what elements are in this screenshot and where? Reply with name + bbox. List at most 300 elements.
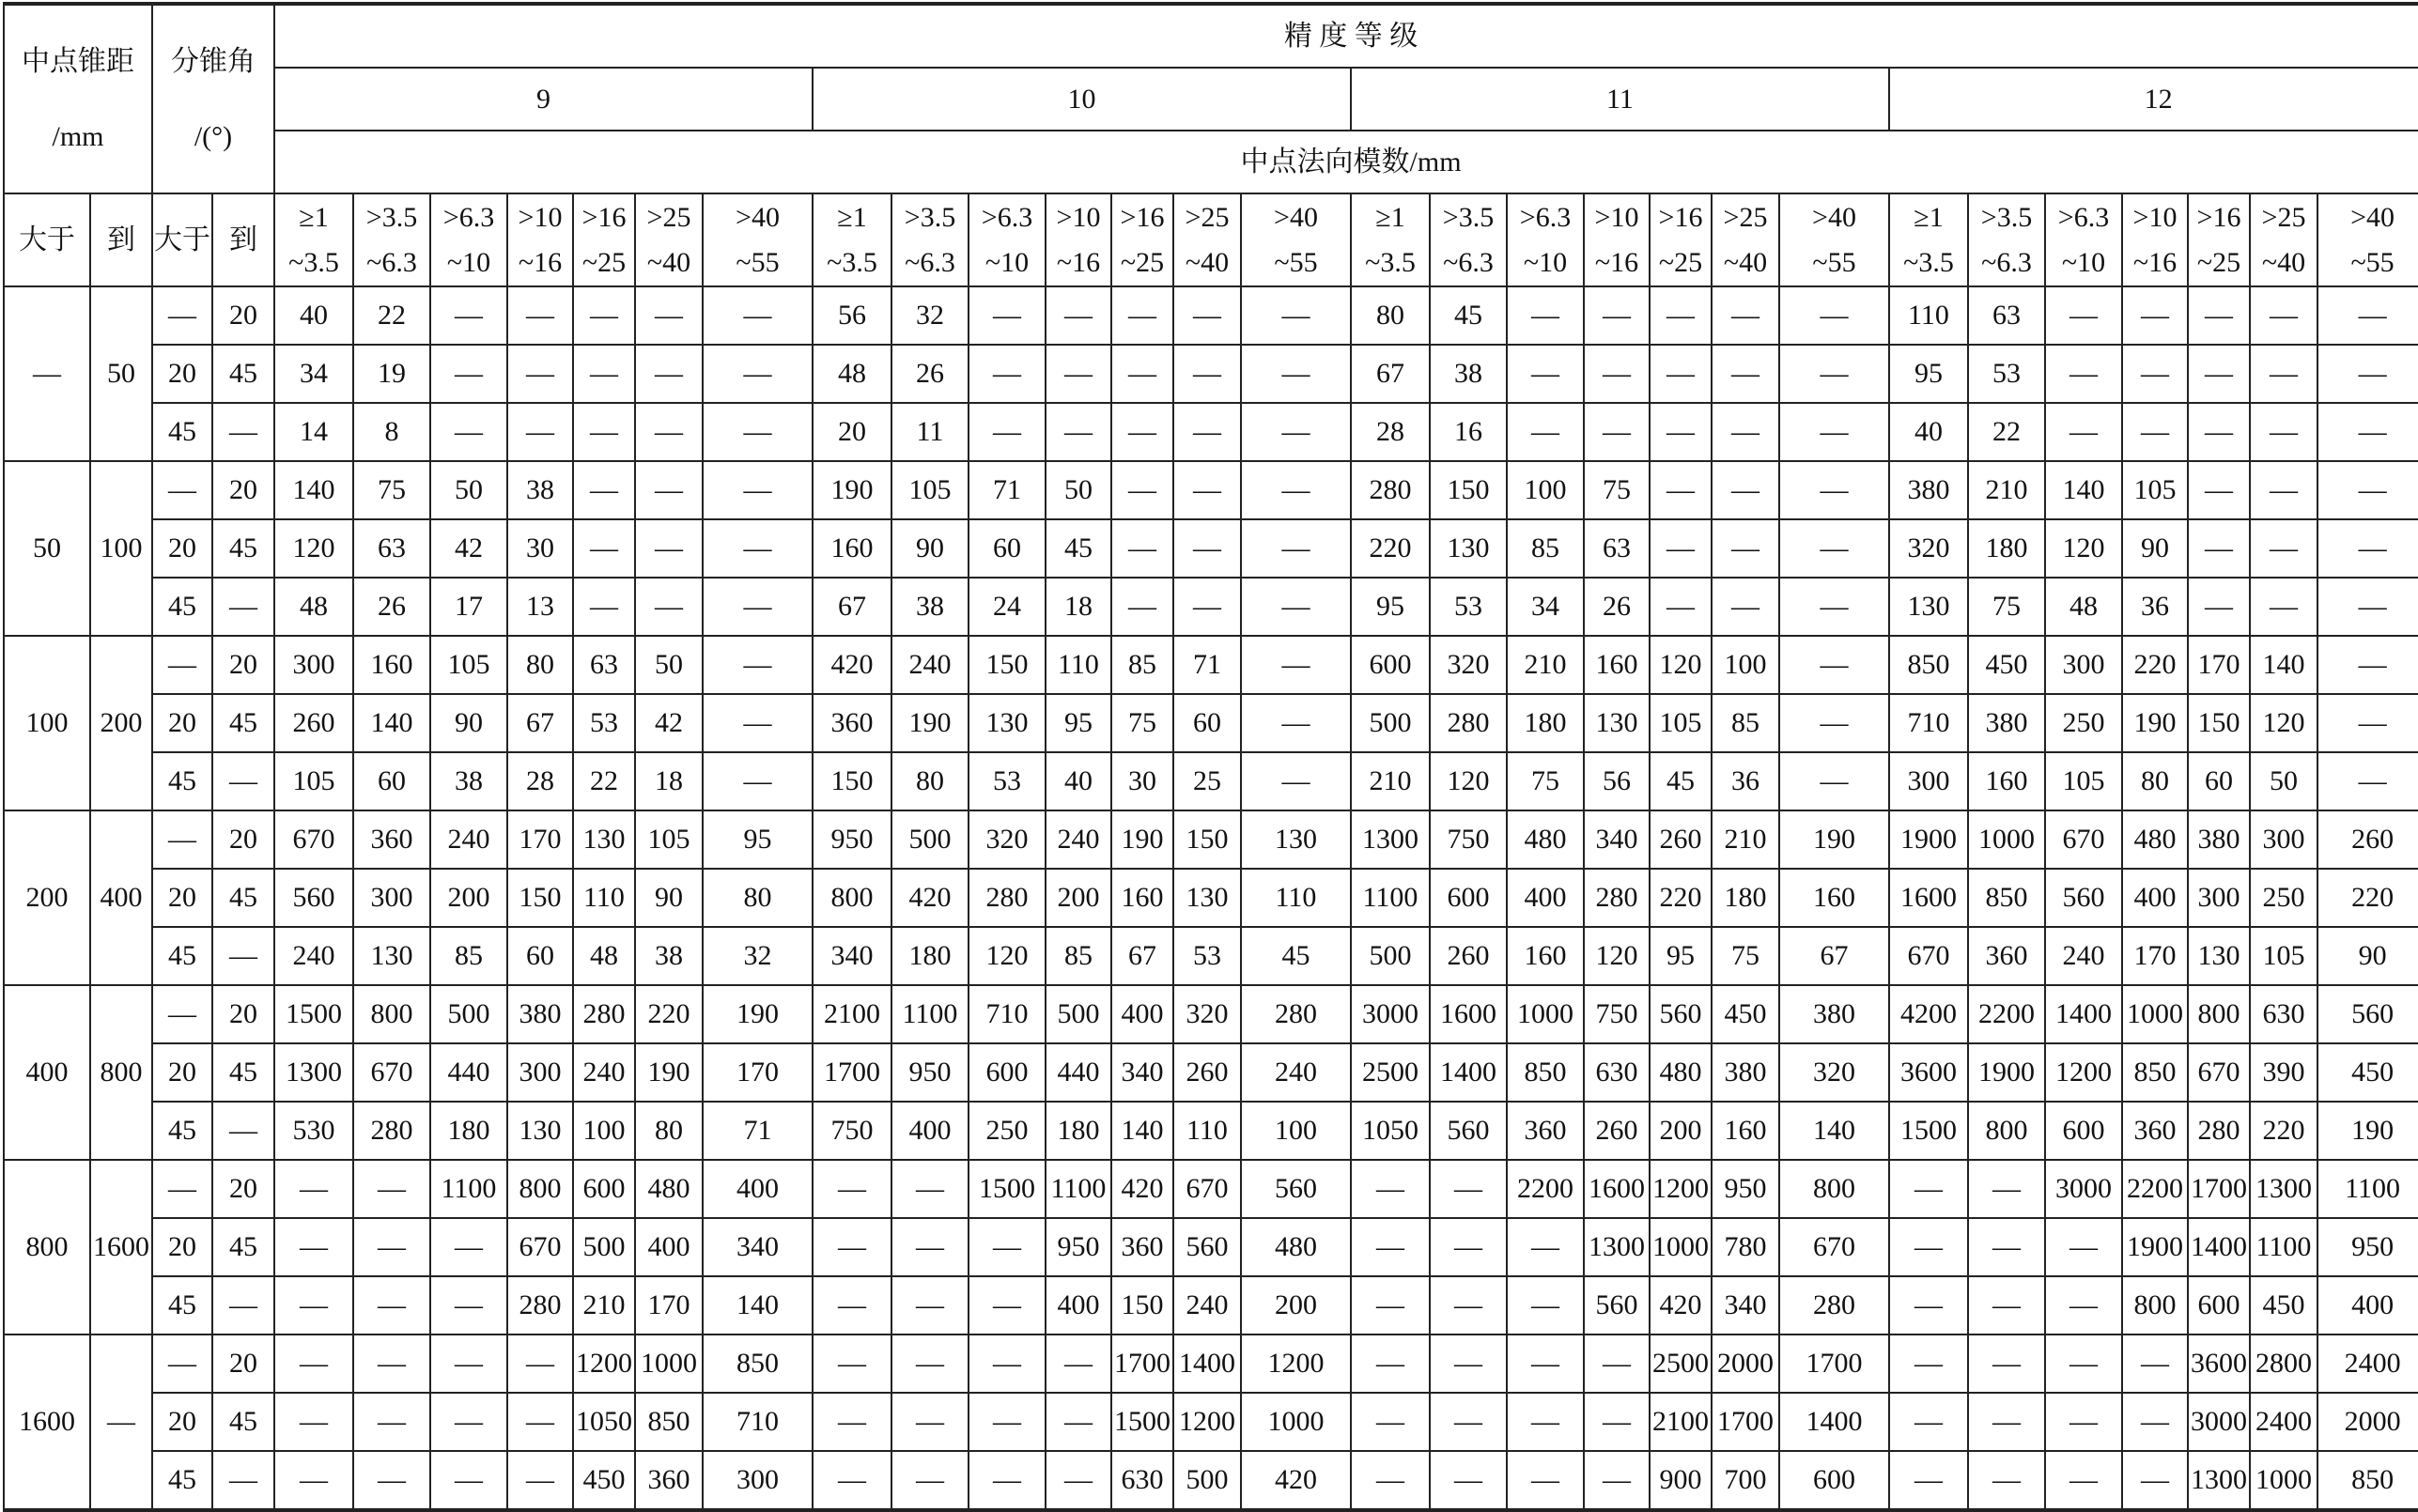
value-cell: 1700	[2188, 1160, 2250, 1218]
value-cell: 280	[353, 1102, 430, 1160]
value-cell: 850	[1507, 1043, 1584, 1102]
value-cell: 1900	[2122, 1218, 2188, 1276]
value-cell: 780	[1712, 1218, 1779, 1276]
value-cell: —	[703, 345, 813, 403]
value-cell: 420	[1650, 1276, 1712, 1335]
table-row	[4, 345, 2418, 403]
module-range-to: ~10	[446, 246, 491, 278]
value-cell: 36	[2122, 578, 2188, 636]
value-cell: 210	[1351, 752, 1430, 810]
value-cell: —	[1968, 1393, 2045, 1451]
value-cell: —	[635, 578, 703, 636]
value-cell: 48	[813, 345, 891, 403]
module-range-header	[2188, 193, 2250, 286]
table-row	[4, 1276, 2418, 1335]
value-cell: —	[507, 345, 573, 403]
value-cell: —	[2188, 345, 2250, 403]
value-cell: —	[1507, 1276, 1584, 1335]
value-cell: —	[1111, 286, 1173, 345]
value-cell: 1600	[1430, 985, 1507, 1043]
value-cell: —	[2250, 345, 2317, 403]
value-cell: —	[1111, 345, 1173, 403]
value-cell: 75	[1507, 752, 1584, 810]
value-cell: 260	[1173, 1043, 1241, 1102]
value-cell: —	[1584, 345, 1650, 403]
value-cell: 340	[1712, 1276, 1779, 1335]
value-cell: —	[1430, 1451, 1507, 1510]
value-cell: 3600	[2188, 1335, 2250, 1393]
value-cell: 140	[1111, 1102, 1173, 1160]
value-cell: 1300	[1584, 1218, 1650, 1276]
value-cell: 190	[635, 1043, 703, 1102]
angle-to-cell: 45	[212, 1043, 274, 1102]
table-row	[4, 985, 2418, 1043]
value-cell: —	[2250, 461, 2317, 519]
value-cell: 95	[703, 810, 813, 869]
value-cell: 95	[1650, 927, 1712, 985]
value-cell: 20	[813, 403, 891, 461]
value-cell: —	[430, 1393, 507, 1451]
value-cell: 1300	[2250, 1160, 2317, 1218]
value-cell: 600	[573, 1160, 635, 1218]
value-cell: 1050	[573, 1393, 635, 1451]
value-cell: 260	[1430, 927, 1507, 985]
value-cell: 80	[2122, 752, 2188, 810]
value-cell: —	[891, 1218, 969, 1276]
value-cell: —	[1779, 694, 1889, 752]
value-cell: —	[2122, 403, 2188, 461]
module-header: 中点法向模数/mm	[274, 131, 2418, 193]
module-range-from: >40	[2350, 201, 2395, 233]
value-cell: 240	[573, 1043, 635, 1102]
value-cell: 90	[891, 519, 969, 578]
value-cell: 30	[507, 519, 573, 578]
value-cell: 300	[2188, 869, 2250, 927]
value-cell: —	[969, 1335, 1046, 1393]
value-cell: 250	[2045, 694, 2122, 752]
value-cell: —	[1650, 461, 1712, 519]
value-cell: 1200	[1241, 1335, 1351, 1393]
module-range-header	[1779, 193, 1889, 286]
value-cell: 150	[1430, 461, 1507, 519]
module-range-from: >3.5	[904, 201, 956, 233]
value-cell: 1900	[1889, 810, 1968, 869]
value-cell: 1700	[1111, 1335, 1173, 1393]
value-cell: —	[2317, 636, 2418, 694]
value-cell: —	[1351, 1393, 1430, 1451]
value-cell: 560	[2045, 869, 2122, 927]
table-row	[4, 869, 2418, 927]
value-cell: 140	[1779, 1102, 1889, 1160]
distance-to-header: 到	[90, 193, 152, 286]
value-cell: 170	[507, 810, 573, 869]
value-cell: 420	[891, 869, 969, 927]
module-range-from: >10	[2132, 201, 2178, 233]
center-distance-unit: /mm	[52, 120, 104, 152]
value-cell: —	[2122, 286, 2188, 345]
value-cell: 1700	[1779, 1335, 1889, 1393]
value-cell: 1100	[430, 1160, 507, 1218]
value-cell: —	[1111, 519, 1173, 578]
value-cell: —	[1712, 461, 1779, 519]
distance-over-cell: 200	[4, 810, 90, 985]
value-cell: 80	[507, 636, 573, 694]
value-cell: —	[891, 1393, 969, 1451]
value-cell: 3000	[2045, 1160, 2122, 1218]
value-cell: 200	[1046, 869, 1111, 927]
value-cell: 2000	[2317, 1393, 2418, 1451]
value-cell: 280	[1351, 461, 1430, 519]
value-cell: 1600	[1889, 869, 1968, 927]
value-cell: 480	[1650, 1043, 1712, 1102]
value-cell: 360	[635, 1451, 703, 1510]
value-cell: —	[1241, 286, 1351, 345]
value-cell: 280	[969, 869, 1046, 927]
distance-over-cell: —	[4, 286, 90, 461]
value-cell: —	[2250, 519, 2317, 578]
value-cell: —	[1650, 345, 1712, 403]
angle-to-cell: —	[212, 403, 274, 461]
value-cell: 630	[2250, 985, 2317, 1043]
value-cell: 1050	[1351, 1102, 1430, 1160]
angle-to-cell: 20	[212, 461, 274, 519]
value-cell: 480	[2122, 810, 2188, 869]
value-cell: —	[1889, 1335, 1968, 1393]
value-cell: 400	[1111, 985, 1173, 1043]
value-cell: —	[1889, 1276, 1968, 1335]
module-range-from: >6.3	[1519, 201, 1572, 233]
value-cell: 300	[507, 1043, 573, 1102]
value-cell: —	[2045, 286, 2122, 345]
value-cell: 53	[1173, 927, 1241, 985]
value-cell: —	[635, 286, 703, 345]
value-cell: 850	[1889, 636, 1968, 694]
value-cell: —	[2317, 461, 2418, 519]
value-cell: —	[1650, 578, 1712, 636]
value-cell: 1400	[1173, 1335, 1241, 1393]
value-cell: —	[573, 345, 635, 403]
value-cell: 105	[1650, 694, 1712, 752]
value-cell: 1000	[1507, 985, 1584, 1043]
angle-over-cell: —	[152, 1160, 212, 1218]
value-cell: —	[703, 694, 813, 752]
value-cell: —	[1430, 1335, 1507, 1393]
value-cell: 280	[1241, 985, 1351, 1043]
value-cell: 600	[1351, 636, 1430, 694]
value-cell: 22	[1968, 403, 2045, 461]
value-cell: 950	[1712, 1160, 1779, 1218]
value-cell: 38	[891, 578, 969, 636]
module-range-to: ~55	[1274, 246, 1318, 278]
value-cell: 42	[635, 694, 703, 752]
value-cell: 2800	[2250, 1335, 2317, 1393]
value-cell: 48	[2045, 578, 2122, 636]
distance-over-cell: 50	[4, 461, 90, 636]
value-cell: 450	[2317, 1043, 2418, 1102]
value-cell: 3000	[1351, 985, 1430, 1043]
value-cell: 34	[274, 345, 353, 403]
value-cell: 420	[813, 636, 891, 694]
value-cell: —	[1712, 345, 1779, 403]
distance-over-cell: 800	[4, 1160, 90, 1335]
value-cell: —	[1430, 1218, 1507, 1276]
value-cell: 950	[1046, 1218, 1111, 1276]
value-cell: 260	[1584, 1102, 1650, 1160]
module-range-from: >6.3	[981, 201, 1033, 233]
value-cell: —	[1779, 752, 1889, 810]
module-range-to: ~25	[581, 246, 627, 278]
value-cell: 1100	[1351, 869, 1430, 927]
value-cell: —	[1351, 1218, 1430, 1276]
angle-to-cell: 20	[212, 985, 274, 1043]
value-cell: —	[1351, 1451, 1430, 1510]
value-cell: —	[1241, 752, 1351, 810]
value-cell: 1000	[1241, 1393, 1351, 1451]
module-range-from: >6.3	[2057, 201, 2110, 233]
distance-to-cell: 50	[90, 286, 152, 461]
value-cell: 750	[1430, 810, 1507, 869]
value-cell: —	[703, 286, 813, 345]
value-cell: —	[507, 403, 573, 461]
value-cell: —	[1712, 578, 1779, 636]
value-cell: —	[430, 286, 507, 345]
table-row	[4, 1102, 2418, 1160]
value-cell: —	[1650, 286, 1712, 345]
module-range-to: ~3.5	[827, 246, 877, 278]
value-cell: 560	[1584, 1276, 1650, 1335]
value-cell: 71	[1173, 636, 1241, 694]
distance-to-cell: 1600	[90, 1160, 152, 1335]
angle-over-cell: 20	[152, 519, 212, 578]
value-cell: 360	[1111, 1218, 1173, 1276]
value-cell: 280	[573, 985, 635, 1043]
value-cell: 340	[1111, 1043, 1173, 1102]
value-cell: —	[2188, 286, 2250, 345]
value-cell: 250	[969, 1102, 1046, 1160]
value-cell: —	[1507, 1393, 1584, 1451]
distance-to-cell: 100	[90, 461, 152, 636]
value-cell: 130	[1241, 810, 1351, 869]
value-cell: 67	[507, 694, 573, 752]
module-range-from: ≥1	[1375, 201, 1405, 233]
value-cell: 1400	[1779, 1393, 1889, 1451]
value-cell: 40	[1889, 403, 1968, 461]
value-cell: 90	[635, 869, 703, 927]
value-cell: —	[507, 1335, 573, 1393]
value-cell: 100	[573, 1102, 635, 1160]
value-cell: 670	[353, 1043, 430, 1102]
value-cell: —	[1779, 286, 1889, 345]
value-cell: 1900	[1968, 1043, 2045, 1102]
module-range-to: ~10	[1523, 246, 1568, 278]
module-range-from: >40	[1274, 201, 1318, 233]
value-cell: 190	[813, 461, 891, 519]
value-cell: 85	[1046, 927, 1111, 985]
value-cell: 26	[1584, 578, 1650, 636]
module-range-header	[1241, 193, 1351, 286]
value-cell: 800	[1779, 1160, 1889, 1218]
value-cell: 1500	[1111, 1393, 1173, 1451]
value-cell: 2400	[2317, 1335, 2418, 1393]
angle-to-cell: —	[212, 927, 274, 985]
value-cell: —	[813, 1393, 891, 1451]
value-cell: 190	[1779, 810, 1889, 869]
value-cell: 1300	[274, 1043, 353, 1102]
value-cell: 240	[1241, 1043, 1351, 1102]
value-cell: —	[507, 1451, 573, 1510]
value-cell: 130	[1430, 519, 1507, 578]
value-cell: —	[969, 403, 1046, 461]
value-cell: —	[1779, 636, 1889, 694]
table-row	[4, 519, 2418, 578]
value-cell: 150	[813, 752, 891, 810]
table-row	[4, 1043, 2418, 1102]
value-cell: 280	[1779, 1276, 1889, 1335]
module-range-header	[635, 193, 703, 286]
value-cell: 110	[573, 869, 635, 927]
value-cell: —	[1650, 403, 1712, 461]
value-cell: 750	[1584, 985, 1650, 1043]
module-range-header	[1507, 193, 1584, 286]
value-cell: 560	[1430, 1102, 1507, 1160]
value-cell: 300	[274, 636, 353, 694]
value-cell: 110	[1241, 869, 1351, 927]
table-row	[4, 1393, 2418, 1451]
value-cell: 800	[813, 869, 891, 927]
value-cell: 710	[969, 985, 1046, 1043]
value-cell: —	[1241, 578, 1351, 636]
value-cell: —	[1584, 1451, 1650, 1510]
value-cell: 80	[1351, 286, 1430, 345]
value-cell: 50	[1046, 461, 1111, 519]
value-cell: 45	[1430, 286, 1507, 345]
value-cell: —	[1173, 345, 1241, 403]
module-range-to: ~6.3	[1443, 246, 1494, 278]
value-cell: 85	[1507, 519, 1584, 578]
value-cell: —	[813, 1160, 891, 1218]
angle-over-cell: —	[152, 286, 212, 345]
value-cell: 38	[1430, 345, 1507, 403]
value-cell: 600	[1430, 869, 1507, 927]
value-cell: 34	[1507, 578, 1584, 636]
value-cell: —	[2122, 1451, 2188, 1510]
value-cell: 75	[1968, 578, 2045, 636]
value-cell: 600	[2188, 1276, 2250, 1335]
value-cell: 210	[573, 1276, 635, 1335]
value-cell: 200	[1650, 1102, 1712, 1160]
angle-to-cell: —	[212, 578, 274, 636]
module-range-header	[274, 193, 353, 286]
value-cell: 260	[274, 694, 353, 752]
value-cell: 75	[1584, 461, 1650, 519]
value-cell: 670	[1889, 927, 1968, 985]
value-cell: 13	[507, 578, 573, 636]
value-cell: 500	[1173, 1451, 1241, 1510]
value-cell: 240	[2045, 927, 2122, 985]
value-cell: 380	[1889, 461, 1968, 519]
value-cell: 56	[813, 286, 891, 345]
value-cell: —	[573, 461, 635, 519]
value-cell: 400	[1507, 869, 1584, 927]
value-cell: 80	[703, 869, 813, 927]
module-range-from: >16	[1120, 201, 1165, 233]
value-cell: 2200	[1968, 985, 2045, 1043]
module-range-header	[1650, 193, 1712, 286]
angle-over-cell: 45	[152, 1451, 212, 1510]
value-cell: 80	[635, 1102, 703, 1160]
angle-over-cell: 20	[152, 1393, 212, 1451]
table-row	[4, 1335, 2418, 1393]
module-range-header	[2317, 193, 2418, 286]
value-cell: 320	[1889, 519, 1968, 578]
value-cell: —	[813, 1218, 891, 1276]
value-cell: 11	[891, 403, 969, 461]
value-cell: 360	[2122, 1102, 2188, 1160]
value-cell: —	[635, 519, 703, 578]
value-cell: —	[1968, 1335, 2045, 1393]
value-cell: 36	[1712, 752, 1779, 810]
value-cell: 90	[2317, 927, 2418, 985]
value-cell: —	[573, 519, 635, 578]
value-cell: —	[703, 519, 813, 578]
value-cell: —	[703, 578, 813, 636]
value-cell: 240	[430, 810, 507, 869]
value-cell: 380	[1968, 694, 2045, 752]
value-cell: 48	[573, 927, 635, 985]
value-cell: 75	[1712, 927, 1779, 985]
value-cell: 280	[507, 1276, 573, 1335]
value-cell: 800	[2122, 1276, 2188, 1335]
value-cell: 95	[1046, 694, 1111, 752]
value-cell: —	[1889, 1218, 1968, 1276]
module-range-header	[353, 193, 430, 286]
value-cell: 8	[353, 403, 430, 461]
value-cell: —	[353, 1218, 430, 1276]
value-cell: 100	[1507, 461, 1584, 519]
value-cell: 2200	[1507, 1160, 1584, 1218]
value-cell: 50	[2250, 752, 2317, 810]
value-cell: 130	[969, 694, 1046, 752]
angle-over-cell: 20	[152, 345, 212, 403]
value-cell: 670	[507, 1218, 573, 1276]
value-cell: —	[1712, 403, 1779, 461]
value-cell: 450	[1712, 985, 1779, 1043]
value-cell: 85	[1712, 694, 1779, 752]
value-cell: 170	[2188, 636, 2250, 694]
module-range-to: ~6.3	[905, 246, 955, 278]
module-range-header	[813, 193, 891, 286]
angle-over-cell: —	[152, 636, 212, 694]
value-cell: 17	[430, 578, 507, 636]
value-cell: 19	[353, 345, 430, 403]
module-range-header	[507, 193, 573, 286]
value-cell: 75	[1111, 694, 1173, 752]
value-cell: 95	[1889, 345, 1968, 403]
value-cell: —	[2317, 694, 2418, 752]
value-cell: 56	[1584, 752, 1650, 810]
module-range-header	[1046, 193, 1111, 286]
value-cell: —	[507, 286, 573, 345]
angle-to-cell: 45	[212, 519, 274, 578]
module-range-from: >25	[646, 201, 691, 233]
value-cell: 180	[1507, 694, 1584, 752]
value-cell: 600	[969, 1043, 1046, 1102]
value-cell: 440	[430, 1043, 507, 1102]
value-cell: 400	[2317, 1276, 2418, 1335]
angle-over-cell: —	[152, 810, 212, 869]
value-cell: 120	[274, 519, 353, 578]
value-cell: —	[274, 1335, 353, 1393]
